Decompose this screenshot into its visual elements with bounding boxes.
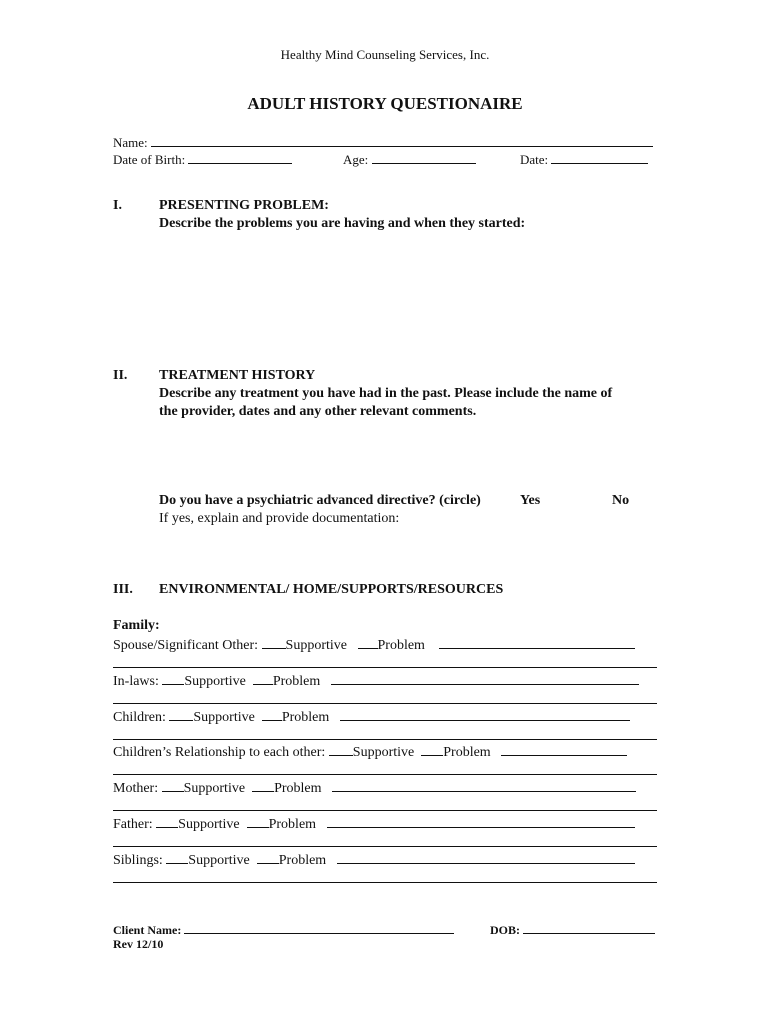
advanced-directive-followup: If yes, explain and provide documentation: <box>159 511 400 526</box>
answer-line[interactable] <box>113 703 657 704</box>
footer-dob-row <box>490 921 655 938</box>
presenting-problem-answer-area[interactable] <box>159 240 657 360</box>
family-label: Family: <box>113 618 160 633</box>
problem-blank[interactable] <box>252 779 274 792</box>
problem-label: Problem <box>443 745 491 760</box>
date-label: Date: <box>520 152 549 167</box>
dob-label: Date of Birth: <box>113 152 186 167</box>
section-2-numeral: II. <box>113 368 128 383</box>
answer-line[interactable] <box>113 739 657 740</box>
family-row-mother <box>113 779 636 797</box>
section-3-heading: ENVIRONMENTAL/ HOME/SUPPORTS/RESOURCES <box>159 582 504 597</box>
problem-blank[interactable] <box>358 636 378 649</box>
date-field[interactable] <box>551 151 648 164</box>
supportive-label: Supportive <box>352 745 415 760</box>
footer-client-name-field[interactable] <box>184 921 454 934</box>
comment-blank[interactable] <box>331 672 639 685</box>
age-field[interactable] <box>372 151 476 164</box>
family-row-label: Father: <box>113 817 157 832</box>
advanced-directive-no[interactable]: No <box>612 493 630 508</box>
supportive-label: Supportive <box>193 710 255 725</box>
treatment-history-answer-area[interactable] <box>159 426 657 486</box>
answer-line[interactable] <box>113 774 657 775</box>
age-row <box>343 151 476 168</box>
supportive-label: Supportive <box>184 674 246 689</box>
family-row-father <box>113 815 635 833</box>
problem-label: Problem <box>274 781 322 796</box>
answer-line[interactable] <box>113 667 657 668</box>
answer-line[interactable] <box>113 810 657 811</box>
problem-blank[interactable] <box>262 708 282 721</box>
organization-name: Healthy Mind Counseling Services, Inc. <box>280 47 490 62</box>
supportive-blank[interactable] <box>162 672 184 685</box>
section-1-numeral: I. <box>113 198 122 213</box>
problem-blank[interactable] <box>257 851 279 864</box>
family-row-label: Mother: <box>113 781 162 796</box>
supportive-label: Supportive <box>285 638 347 653</box>
name-row <box>113 134 657 151</box>
supportive-blank[interactable] <box>156 815 178 828</box>
comment-blank[interactable] <box>327 815 635 828</box>
comment-blank[interactable] <box>332 779 636 792</box>
supportive-blank[interactable] <box>329 743 353 756</box>
problem-label: Problem <box>278 853 327 868</box>
answer-line[interactable] <box>113 846 657 847</box>
supportive-label: Supportive <box>188 853 250 868</box>
footer-client-name-row <box>113 921 454 938</box>
problem-label: Problem <box>377 638 425 653</box>
date-row <box>520 151 648 168</box>
supportive-blank[interactable] <box>162 779 184 792</box>
family-row-label: Children: <box>113 710 170 725</box>
age-label: Age: <box>343 152 369 167</box>
name-label: Name: <box>113 135 148 150</box>
footer-dob-label: DOB: <box>490 923 520 937</box>
section-1-prompt: Describe the problems you are having and when they started: <box>159 216 526 231</box>
dob-row <box>113 151 292 168</box>
family-row-siblings <box>113 851 635 869</box>
family-row-spouse <box>113 636 635 654</box>
form-title: ADULT HISTORY QUESTIONAIRE <box>247 94 523 113</box>
footer-client-name-label: Client Name: <box>113 923 182 937</box>
footer-revision: Rev 12/10 <box>113 937 164 951</box>
problem-blank[interactable] <box>247 815 269 828</box>
section-1-heading: PRESENTING PROBLEM: <box>159 198 329 213</box>
footer-dob-field[interactable] <box>523 921 655 934</box>
problem-blank[interactable] <box>253 672 273 685</box>
section-3-numeral: III. <box>113 582 133 597</box>
family-row-label: Spouse/Significant Other: <box>113 638 262 653</box>
section-2-prompt-line-2: the provider, dates and any other relevant comments. <box>159 404 477 419</box>
name-field[interactable] <box>151 134 653 147</box>
comment-blank[interactable] <box>501 743 627 756</box>
supportive-blank[interactable] <box>262 636 286 649</box>
supportive-blank[interactable] <box>169 708 193 721</box>
family-row-in-laws <box>113 672 639 690</box>
supportive-blank[interactable] <box>166 851 188 864</box>
family-row-children <box>113 708 630 726</box>
comment-blank[interactable] <box>439 636 635 649</box>
family-row-label: In-laws: <box>113 674 163 689</box>
advanced-directive-question: Do you have a psychiatric advanced directive? (circle) <box>159 493 481 508</box>
family-row-childrens-relationship <box>113 743 627 761</box>
family-row-label: Siblings: <box>113 853 167 868</box>
problem-label: Problem <box>281 710 330 725</box>
answer-line[interactable] <box>113 882 657 883</box>
dob-field[interactable] <box>188 151 292 164</box>
section-2-prompt-line-1: Describe any treatment you have had in the past. Please include the name of <box>159 386 613 401</box>
family-row-label: Children’s Relationship to each other: <box>113 745 329 760</box>
problem-blank[interactable] <box>421 743 443 756</box>
supportive-label: Supportive <box>178 817 240 832</box>
section-2-heading: TREATMENT HISTORY <box>159 368 316 383</box>
comment-blank[interactable] <box>337 851 635 864</box>
comment-blank[interactable] <box>340 708 630 721</box>
problem-label: Problem <box>272 674 321 689</box>
advanced-directive-yes[interactable]: Yes <box>520 493 541 508</box>
problem-label: Problem <box>268 817 317 832</box>
supportive-label: Supportive <box>183 781 246 796</box>
